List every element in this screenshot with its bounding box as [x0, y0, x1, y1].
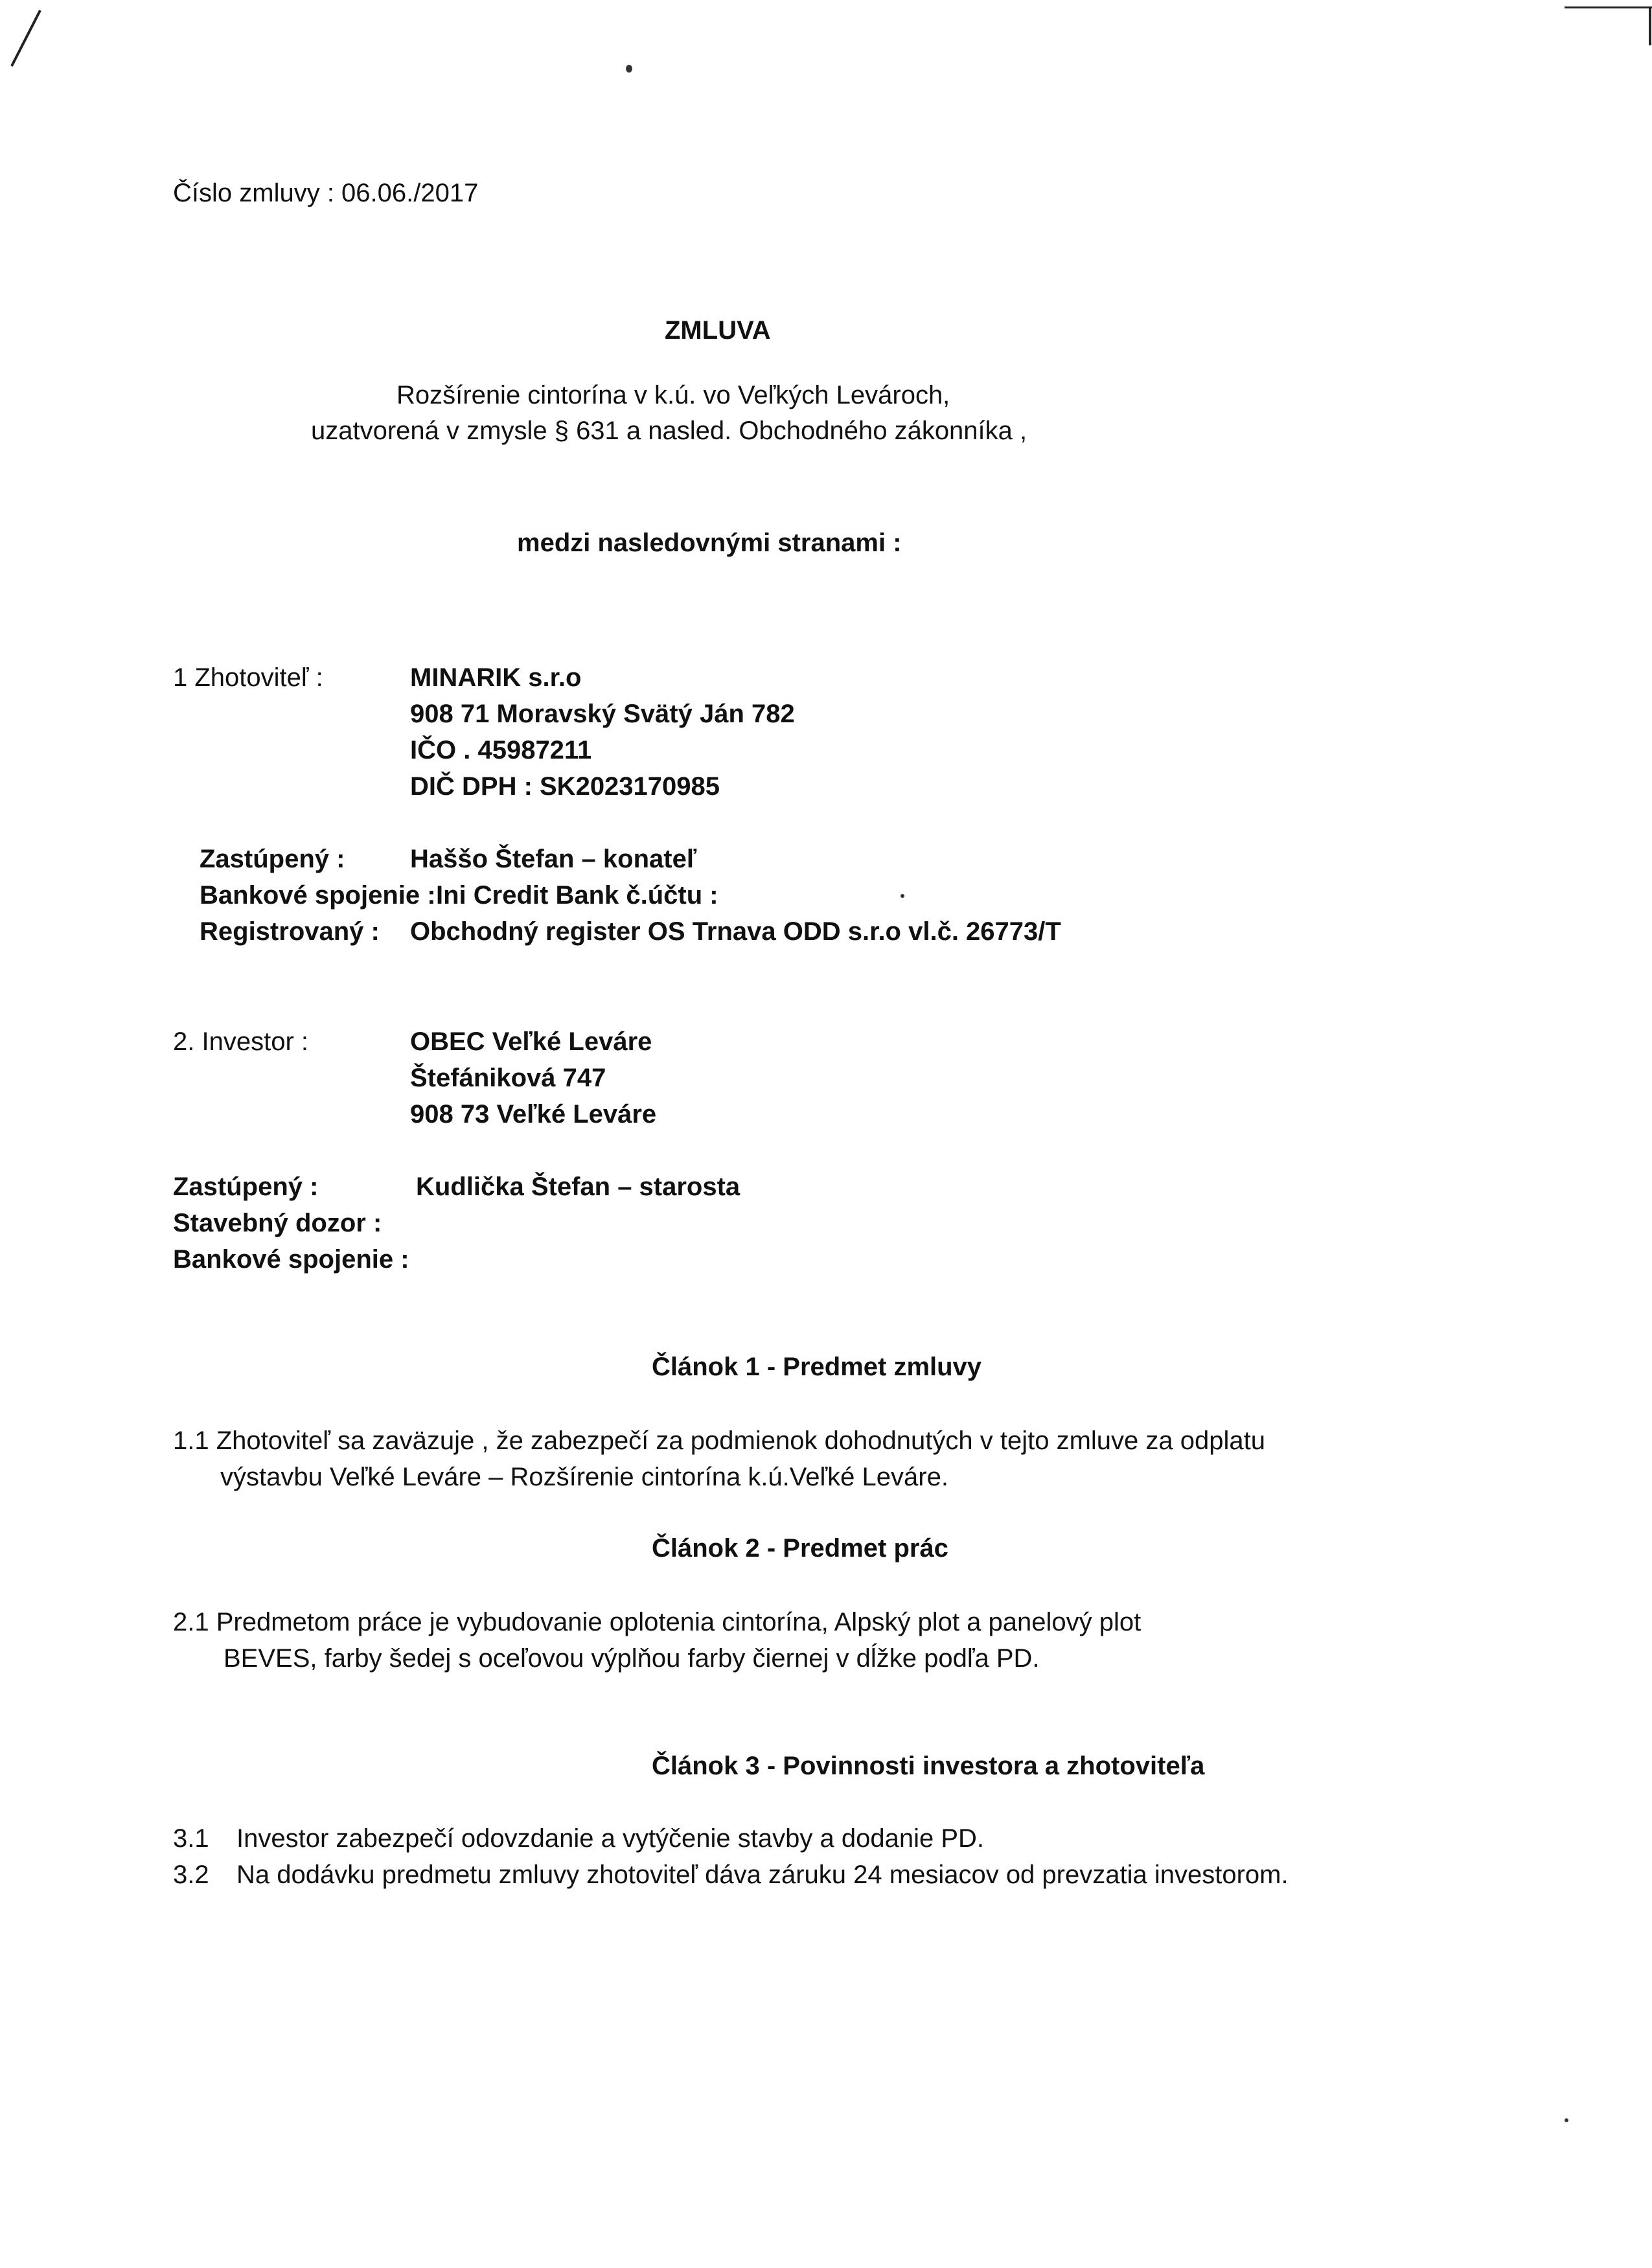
contractor-address: 908 71 Moravský Svätý Ján 782 [410, 700, 795, 728]
contractor-registered-label: Registrovaný : [200, 917, 380, 946]
investor-city: 908 73 Veľké Leváre [410, 1100, 657, 1128]
contractor-represented-value: Haššo Štefan – konateľ [410, 845, 697, 873]
contractor-bank-label: Bankové spojenie : [200, 881, 436, 910]
contractor-registered-value: Obchodný register OS Trnava ODD s.r.o vl.č. 26773/T [410, 917, 1061, 946]
investor-represented-label: Zastúpený : [173, 1173, 319, 1201]
subject-line-2: uzatvorená v zmysle § 631 a nasled. Obchodného zákonníka , [311, 417, 1027, 445]
investor-bank-label: Bankové spojenie : [173, 1245, 409, 1274]
contractor-label: 1 Zhotoviteľ : [173, 663, 323, 692]
contractor-dic: DIČ DPH : SK2023170985 [410, 772, 720, 801]
article-3-item-2-number: 3.2 [173, 1861, 209, 1889]
investor-represented-value: Kudlička Štefan – starosta [416, 1173, 740, 1201]
contractor-bank-value: Ini Credit Bank č.účtu : [436, 881, 718, 910]
scan-dot [1565, 2118, 1568, 2122]
article-2-text-line-1: 2.1 Predmetom práce je vybudovanie oplotenia cintorína, Alpský plot a panelový plot [173, 1608, 1141, 1636]
investor-street: Štefániková 747 [410, 1064, 606, 1092]
parties-heading: medzi nasledovnými stranami : [517, 529, 902, 557]
article-3-heading: Článok 3 - Povinnosti investora a zhotoviteľa [652, 1752, 1205, 1780]
investor-supervision-label: Stavebný dozor : [173, 1209, 382, 1237]
contractor-ico: IČO . 45987211 [410, 736, 592, 764]
article-3-item-1-text: Investor zabezpečí odovzdanie a vytýčenie stavby a dodanie PD. [236, 1824, 985, 1853]
article-1-text-line-2: výstavbu Veľké Leváre – Rozšírenie cintorína k.ú.Veľké Leváre. [220, 1463, 948, 1491]
article-3-item-2-text: Na dodávku predmetu zmluvy zhotoviteľ dáva záruku 24 mesiacov od prevzatia investorom. [236, 1861, 1289, 1889]
article-1-text-line-1: 1.1 Zhotoviteľ sa zaväzuje , že zabezpečí za podmienok dohodnutých v tejto zmluve za odplatu [173, 1426, 1265, 1455]
contractor-name: MINARIK s.r.o [410, 663, 582, 692]
investor-name: OBEC Veľké Leváre [410, 1027, 652, 1056]
scan-dot [626, 65, 632, 73]
top-right-tick [1649, 6, 1651, 45]
contract-number: Číslo zmluvy : 06.06./2017 [173, 179, 479, 207]
document-title: ZMLUVA [665, 316, 771, 345]
top-right-rule [1565, 6, 1652, 8]
article-2-heading: Článok 2 - Predmet prác [652, 1534, 948, 1563]
scan-dot [901, 894, 904, 898]
corner-pen-stroke [6, 6, 45, 71]
investor-label: 2. Investor : [173, 1027, 308, 1056]
subject-line-1: Rozšírenie cintorína v k.ú. vo Veľkých Levároch, [396, 381, 950, 409]
article-1-heading: Článok 1 - Predmet zmluvy [652, 1353, 982, 1381]
article-3-item-1-number: 3.1 [173, 1824, 209, 1853]
contractor-represented-label: Zastúpený : [200, 845, 345, 873]
article-2-text-line-2: BEVES, farby šedej s oceľovou výplňou farby čiernej v dĺžke podľa PD. [224, 1644, 1040, 1673]
